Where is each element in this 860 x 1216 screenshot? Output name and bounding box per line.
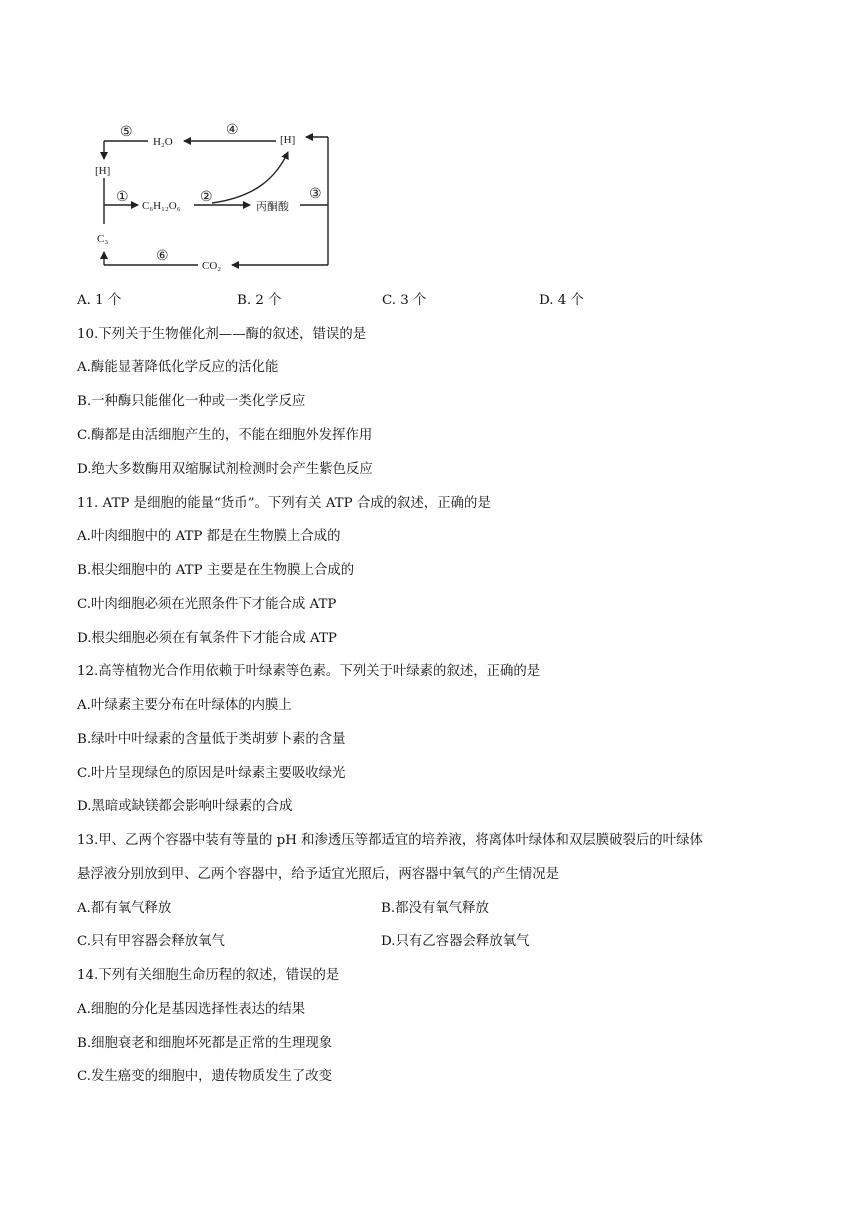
label-h-left: [H] (95, 165, 111, 177)
label-step-4: ④ (226, 123, 239, 138)
q11-option-d: D.根尖细胞必须在有氧条件下才能合成 ATP (77, 631, 337, 646)
q14-option-b: B.细胞衰老和细胞坏死都是正常的生理现象 (77, 1036, 333, 1051)
q13-option-c: C.只有甲容器会释放氧气 (77, 934, 225, 949)
q10-stem: 10.下列关于生物催化剂——酶的叙述，错误的是 (77, 327, 367, 342)
label-h-top: [H] (280, 134, 296, 146)
q12-option-c: C.叶片呈现绿色的原因是叶绿素主要吸收绿光 (77, 766, 346, 781)
q13-stem-line-1: 13.甲、乙两个容器中装有等量的 pH 和渗透压等都适宜的培养液，将离体叶绿体和双层膜破裂后的叶绿体 (77, 833, 703, 848)
curve-arrow-to-h (212, 152, 288, 203)
q14-option-c: C.发生癌变的细胞中，遗传物质发生了改变 (77, 1069, 333, 1084)
metabolism-cycle-diagram (80, 112, 360, 282)
q12-option-b: B.绿叶中叶绿素的含量低于类胡萝卜素的含量 (77, 732, 346, 747)
label-glucose: C₆H₁₂O₆ (142, 200, 181, 212)
q12-stem: 12.高等植物光合作用依赖于叶绿素等色素。下列关于叶绿素的叙述，正确的是 (77, 664, 541, 679)
q12-option-a: A.叶绿素主要分布在叶绿体的内膜上 (77, 698, 292, 713)
q11-stem: 11. ATP 是细胞的能量“货币”。下列有关 ATP 合成的叙述，正确的是 (77, 496, 491, 511)
label-step-5: ⑤ (120, 125, 133, 140)
q9-option-c: C. 3 个 (382, 293, 427, 308)
q14-option-a: A.细胞的分化是基因选择性表达的结果 (77, 1002, 306, 1017)
label-co2: CO₂ (202, 260, 222, 272)
q11-option-b: B.根尖细胞中的 ATP 主要是在生物膜上合成的 (77, 563, 355, 578)
q13-stem-line-2: 悬浮液分别放到甲、乙两个容器中，给予适宜光照后，两容器中氧气的产生情况是 (77, 867, 560, 882)
q10-option-c: C.酶都是由活细胞产生的，不能在细胞外发挥作用 (77, 428, 373, 443)
q10-option-a: A.酶能显著降低化学反应的活化能 (77, 360, 279, 375)
label-step-2: ② (200, 190, 213, 205)
label-step-1: ① (116, 190, 129, 205)
q11-option-c: C.叶肉细胞必须在光照条件下才能合成 ATP (77, 597, 337, 612)
q13-option-b: B.都没有氧气释放 (381, 901, 489, 916)
label-step-6: ⑥ (156, 249, 169, 264)
q10-option-d: D.绝大多数酶用双缩脲试剂检测时会产生紫色反应 (77, 462, 373, 477)
q14-stem: 14.下列有关细胞生命历程的叙述，错误的是 (77, 968, 340, 983)
q12-option-d: D.黑暗或缺镁都会影响叶绿素的合成 (77, 799, 293, 814)
label-c3: C₃ (97, 233, 109, 245)
q13-option-d: D.只有乙容器会释放氧气 (381, 934, 530, 949)
q9-option-a: A. 1 个 (77, 293, 122, 308)
q9-option-b: B. 2 个 (237, 293, 282, 308)
label-pyruvate: 丙酮酸 (256, 201, 289, 213)
label-h2o: H₂O (153, 136, 173, 148)
label-step-3: ③ (309, 187, 322, 202)
q9-option-d: D. 4 个 (539, 293, 584, 308)
q11-option-a: A.叶肉细胞中的 ATP 都是在生物膜上合成的 (77, 529, 341, 544)
q10-option-b: B.一种酶只能催化一种或一类化学反应 (77, 394, 306, 409)
q13-option-a: A.都有氧气释放 (77, 901, 172, 916)
